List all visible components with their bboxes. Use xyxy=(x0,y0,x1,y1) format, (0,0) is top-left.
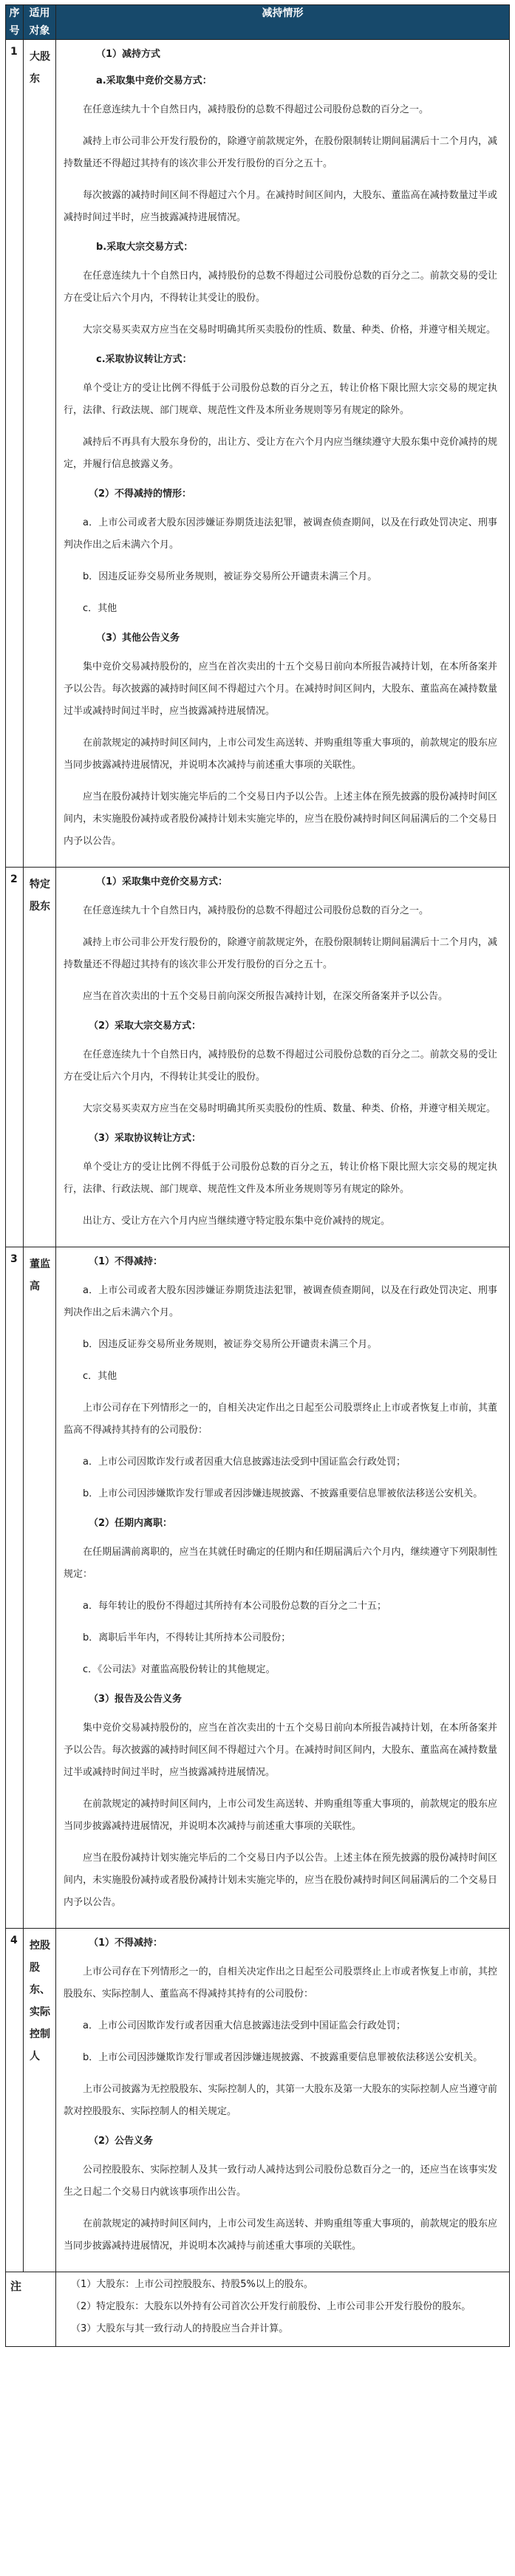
section-heading: （3）其他公告义务 xyxy=(96,633,180,644)
row-number: 4 xyxy=(6,1929,24,2272)
paragraph: 应当在股份减持计划实施完毕后的二个交易日内予以公告。上述主体在预先披露的股份减持时间区间内，未实施股份减持或者股份减持计划未实施完毕的，应当在股份减持时间区间届满后的二个交易日内予以公告。 xyxy=(64,791,497,847)
list-item: a．上市公司因欺诈发行或者因重大信息披露违法受到中国证监会行政处罚； xyxy=(83,1456,406,1468)
section-heading: （1）采取集中竞价交易方式： xyxy=(96,876,228,887)
paragraph: 在前款规定的减持时间区间内，上市公司发生高送转、并购重组等重大事项的，前款规定的股东应当同步披露减持进展情况，并说明本次减持与前述重大事项的关联性。 xyxy=(64,1799,497,1832)
paragraph: 应当在首次卖出的十五个交易日前向深交所报告减持计划，在深交所备案并予以公告。 xyxy=(83,991,449,1002)
section-heading: （2）任期内离职： xyxy=(89,1518,173,1529)
paragraph: 出让方、受让方在六个月内应当继续遵守特定股东集中竞价减持的规定。 xyxy=(83,1216,391,1227)
row-number: 3 xyxy=(6,1247,24,1929)
paragraph: 在任意连续九十个自然日内，减持股份的总数不得超过公司股份总数的百分之一。 xyxy=(83,104,429,115)
list-item: b．离职后半年内，不得转让其所持本公司股份； xyxy=(83,1632,291,1643)
table-row xyxy=(6,868,510,1247)
situation-content xyxy=(56,1247,510,1929)
table-header-row xyxy=(6,5,510,40)
list-item: b．因违反证券交易所业务规则，被证券交易所公开谴责未满三个月。 xyxy=(83,571,378,582)
list-item: a．上市公司或者大股东因涉嫌证券期货违法犯罪，被调查侦查期间，以及在行政处罚决定、刑事判决作出之后未满六个月。 xyxy=(64,1285,497,1318)
header-no xyxy=(6,5,24,40)
applicable-object: 大股东 xyxy=(24,40,56,868)
list-item: b．因违反证券交易所业务规则，被证券交易所公开谴责未满三个月。 xyxy=(83,1339,378,1350)
paragraph: 在任意连续九十个自然日内，减持股份的总数不得超过公司股份总数的百分之一。 xyxy=(83,905,429,916)
reduction-rules-page xyxy=(5,4,510,2347)
list-item: c．其他 xyxy=(83,1371,117,1382)
list-item: c．《公司法》对董监高股份转让的其他规定。 xyxy=(83,1664,276,1675)
paragraph: 上市公司存在下列情形之一的，自相关决定作出之日起至公司股票终止上市或者恢复上市前，其控股股东、实际控制人、董监高不得减持其持有的公司股份： xyxy=(64,1966,497,2000)
note-line: （1）大股东：上市公司控股股东、持股5%以上的股东。 xyxy=(71,2279,313,2290)
section-heading: （1）减持方式 xyxy=(96,49,161,60)
table-row xyxy=(6,1247,510,1929)
list-item: c．其他 xyxy=(83,603,117,614)
paragraph: 减持上市公司非公开发行股份的，除遵守前款规定外，在股份限制转让期间届满后十二个月内，减持数量还不得超过其持有的该次非公开发行股份的百分之五十。 xyxy=(64,937,497,970)
paragraph: 在前款规定的减持时间区间内，上市公司发生高送转、并购重组等重大事项的，前款规定的股东应当同步披露减持进展情况，并说明本次减持与前述重大事项的关联性。 xyxy=(64,2218,497,2252)
notes-content xyxy=(56,2272,510,2347)
paragraph: 减持后不再具有大股东身份的，出让方、受让方在六个月内应当继续遵守大股东集中竞价减持的规定，并履行信息披露义务。 xyxy=(64,437,497,470)
section-heading: （2）公告义务 xyxy=(89,2136,154,2147)
table-body xyxy=(6,40,510,2272)
paragraph: 集中竞价交易减持股份的，应当在首次卖出的十五个交易日前向本所报告减持计划，在本所备案并予以公告。每次披露的减持时间区间不得超过六个月。在减持时间区间内，大股东、董监高在减持数量过半或减持时间过半时，应当披露减持进展情况。 xyxy=(64,1723,497,1778)
paragraph: 上市公司披露为无控股股东、实际控制人的，其第一大股东及第一大股东的实际控制人应当遵守前款对控股股东、实际控制人的相关规定。 xyxy=(64,2084,497,2117)
row-number: 1 xyxy=(6,40,24,868)
paragraph: 应当在股份减持计划实施完毕后的二个交易日内予以公告。上述主体在预先披露的股份减持时间区间内，未实施股份减持或者股份减持计划未实施完毕的，应当在股份减持时间区间届满后的二个交易日内予以公告。 xyxy=(64,1853,497,1908)
section-heading: b.采取大宗交易方式： xyxy=(96,242,194,253)
header-situation: 减持情形 xyxy=(56,5,510,40)
situation-content xyxy=(56,40,510,868)
notes-row xyxy=(6,2272,510,2347)
paragraph: 减持上市公司非公开发行股份的，除遵守前款规定外，在股份限制转让期间届满后十二个月内，减持数量还不得超过其持有的该次非公开发行股份的百分之五十。 xyxy=(64,136,497,169)
section-heading: （3）采取协议转让方式： xyxy=(89,1133,202,1144)
section-heading: （2）不得减持的情形： xyxy=(89,488,192,500)
paragraph: 上市公司存在下列情形之一的，自相关决定作出之日起至公司股票终止上市或者恢复上市前，其董监高不得减持其持有的公司股份： xyxy=(64,1403,497,1436)
reduction-rules-table xyxy=(5,4,510,2347)
situation-content xyxy=(56,1929,510,2272)
applicable-object: 特定股东 xyxy=(24,868,56,1247)
paragraph: 每次披露的减持时间区间不得超过六个月。在减持时间区间内，大股东、董监高在减持数量过半或减持时间过半时，应当披露减持进展情况。 xyxy=(64,190,497,223)
list-item: b．上市公司因涉嫌欺诈发行罪或者因涉嫌违规披露、不披露重要信息罪被依法移送公安机关。 xyxy=(83,1488,483,1499)
paragraph: 在任期届满前离职的，应当在其就任时确定的任期内和任期届满后六个月内，继续遵守下列限制性规定： xyxy=(64,1547,497,1580)
section-heading: （1）不得减持： xyxy=(89,1256,163,1267)
paragraph: 公司控股股东、实际控制人及其一致行动人减持达到公司股份总数百分之一的，还应当在该事实发生之日起二个交易日内就该事项作出公告。 xyxy=(64,2164,497,2198)
situation-content xyxy=(56,868,510,1247)
paragraph: 大宗交易买卖双方应当在交易时明确其所买卖股份的性质、数量、种类、价格，并遵守相关规定。 xyxy=(83,324,497,335)
row-number: 2 xyxy=(6,868,24,1247)
section-heading: （1）不得减持： xyxy=(89,1938,163,1949)
paragraph: 在前款规定的减持时间区间内，上市公司发生高送转、并购重组等重大事项的，前款规定的股东应当同步披露减持进展情况，并说明本次减持与前述重大事项的关联性。 xyxy=(64,737,497,771)
paragraph: 在任意连续九十个自然日内，减持股份的总数不得超过公司股份总数的百分之二。前款交易的受让方在受让后六个月内，不得转让其受让的股份。 xyxy=(64,270,497,304)
notes-label: 注 xyxy=(6,2272,56,2347)
paragraph: 单个受让方的受让比例不得低于公司股份总数的百分之五，转让价格下限比照大宗交易的规定执行，法律、行政法规、部门规章、规范性文件及本所业务规则等另有规定的除外。 xyxy=(64,383,497,416)
paragraph: 单个受让方的受让比例不得低于公司股份总数的百分之五，转让价格下限比照大宗交易的规定执行，法律、行政法规、部门规章、规范性文件及本所业务规则等另有规定的除外。 xyxy=(64,1162,497,1195)
applicable-object: 董监高 xyxy=(24,1247,56,1929)
applicable-object: 控股股东、实际控制人 xyxy=(24,1929,56,2272)
table-row xyxy=(6,40,510,868)
list-item: b．上市公司因涉嫌欺诈发行罪或者因涉嫌违规披露、不披露重要信息罪被依法移送公安机关。 xyxy=(83,2052,483,2063)
list-item: a．每年转让的股份不得超过其所持有本公司股份总数的百分之二十五； xyxy=(83,1601,386,1612)
note-line: （3）大股东与其一致行动人的持股应当合并计算。 xyxy=(71,2323,289,2334)
header-no-line2: 号 xyxy=(9,25,20,37)
section-heading: （3）报告及公告义务 xyxy=(89,1694,183,1705)
section-heading: c.采取协议转让方式： xyxy=(96,354,192,365)
paragraph: 大宗交易买卖双方应当在交易时明确其所买卖股份的性质、数量、种类、价格，并遵守相关规定。 xyxy=(83,1103,497,1114)
section-heading: a.采取集中竞价交易方式： xyxy=(96,75,212,86)
header-object-line2: 对象 xyxy=(29,25,50,37)
header-object xyxy=(24,5,56,40)
table-row xyxy=(6,1929,510,2272)
note-line: （2）特定股东：大股东以外持有公司首次公开发行前股份、上市公司非公开发行股份的股东。 xyxy=(71,2301,471,2312)
list-item: a．上市公司因欺诈发行或者因重大信息披露违法受到中国证监会行政处罚； xyxy=(83,2020,406,2031)
header-object-line1: 适用 xyxy=(29,7,50,19)
list-item: a．上市公司或者大股东因涉嫌证券期货违法犯罪，被调查侦查期间，以及在行政处罚决定、刑事判决作出之后未满六个月。 xyxy=(64,517,497,551)
section-heading: （2）采取大宗交易方式： xyxy=(89,1020,202,1032)
paragraph: 集中竞价交易减持股份的，应当在首次卖出的十五个交易日前向本所报告减持计划，在本所备案并予以公告。每次披露的减持时间区间不得超过六个月。在减持时间区间内，大股东、董监高在减持数量过半或减持时间过半时，应当披露减持进展情况。 xyxy=(64,661,497,717)
paragraph: 在任意连续九十个自然日内，减持股份的总数不得超过公司股份总数的百分之二。前款交易的受让方在受让后六个月内，不得转让其受让的股份。 xyxy=(64,1049,497,1083)
header-no-line1: 序 xyxy=(9,7,20,19)
